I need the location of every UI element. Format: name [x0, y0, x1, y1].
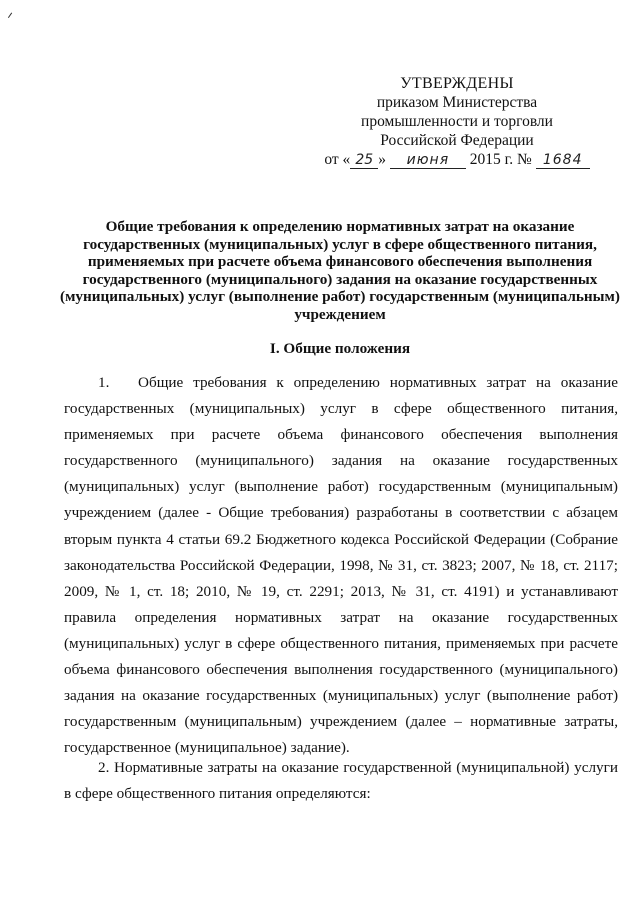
approval-title: УТВЕРЖДЕНЫ: [400, 75, 514, 92]
approval-block: [318, 74, 596, 169]
approval-line-federation: Российской Федерации: [380, 132, 534, 149]
paragraph-2: 2. Нормативные затраты на оказание государственной (муниципальной) услуги в сфере общественного питания определяются:: [64, 759, 618, 803]
document-heading: Общие требования к определению нормативных затрат на оказание государственных (муниципальных) услуг в сфере общественного питания, применяемых при расчете объема финансового обеспечения выполнения государственного (муниципального) задания на оказание государственных (муниципальных) услуг (выполнение работ) государственным (муниципальным) учреждением: [60, 218, 620, 323]
paragraph-1-text: Общие требования к определению нормативных затрат на оказание государственных (муниципальных) услуг в сфере общественного питания, применяемых при расчете объема финансового обеспечения выполнения государственного (муниципального) задания на оказание государственных (муниципальных) услуг (выполнение работ) государственным (муниципальным) учреждением (далее - Общие требования) разработаны в соответствии с абзацем вторым пункта 4 статьи 69.2 Бюджетного кодекса Российской Федерации (Собрание законодательства Российской Федерации, 1998, № 31, ст. 3823; 2007, № 18, ст. 2117; 2009, № 1, ст. 18; 2010, № 19, ст. 2291; 2013, № 31, ст. 4191) и устанавливают правила определения нормативных затрат на оказание государственных (муниципальных) услуг в сфере общественного питания, применяемых при расчете объема финансового обеспечения выполнения государственного (муниципального) задания на оказание государственных (муниципальных) услуг (выполнение работ) государственным (муниципальным) учреждением (далее – нормативные затраты, государственное (муниципальное) задание).: [64, 374, 618, 757]
paragraph-1-number: 1.: [98, 374, 110, 391]
scan-mark: [8, 13, 17, 22]
handwritten-month: июня: [390, 152, 466, 169]
date-year: 2015 г. №: [469, 151, 532, 168]
approval-line-ministry: приказом Министерства: [376, 94, 538, 111]
section-heading: I. Общие положения: [269, 340, 411, 357]
date-prefix: от «: [324, 151, 351, 168]
paragraph-1: [64, 370, 618, 761]
approval-date-line: [318, 150, 596, 169]
handwritten-order-number: 1684: [536, 152, 590, 169]
approval-line-industry: промышленности и торговли: [361, 113, 553, 130]
date-mid: »: [378, 151, 387, 168]
handwritten-day: 25: [350, 152, 378, 169]
